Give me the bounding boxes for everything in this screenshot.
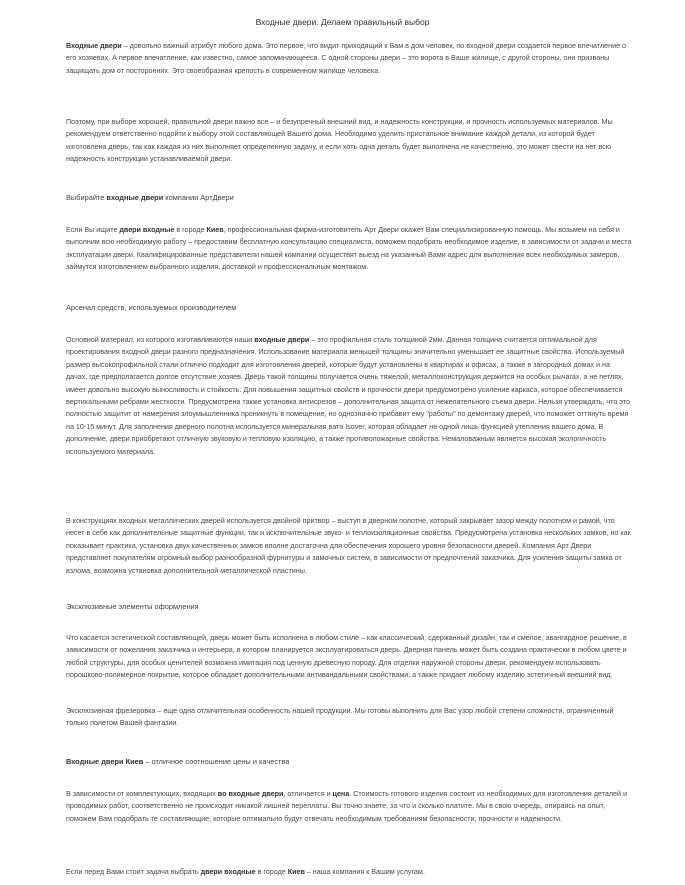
page-title: Входные двери. Делаем правильный выбор <box>255 17 430 27</box>
paragraph: В конструкциях входных металлических дверей используется двойной притвор – выступ в дверном полотне, который закрывает зазор между полотном и рамой, что несет в себе как дополнительные защитные функции, так и исключительные звуко- и теплоизоляционные свойства. Предусмотрена установка нескольких замков, но как показывает практика, установка двух качественных замков вполне достаточна для обеспечения хорошего уровня безопасности дверей. Компания Арт Двери представляет покупателям огромный выбор разнообразной фурнитуры и замочных систем, в зависимости от предпочтений заказчика. Для усиления защиты замка от взлома, возможна установка дополнительной металлической пластины. <box>66 516 631 575</box>
intro-paragraph <box>66 40 632 77</box>
bold-text: входные двери <box>106 193 164 202</box>
paragraph-text: – довольно важный атрибут любого дома. Это первое, что видит приходящий к Вам в дом человек, по входной двери создается первое впечатление о его хозяевах. А первое впечатление, как известно, самое запоминающееся. С одной стороны двери – это ворота в Ваше жилище, с другой стороны, они призваны защищать дом от посторонних. Это своеобразная крепость в современном жилище человека. <box>66 41 627 75</box>
bold-text: входные двери <box>254 335 310 344</box>
paragraph-text: Если перед Вами стоит задача выбрать <box>66 867 201 876</box>
bold-text: Входные двери <box>66 41 122 50</box>
paragraph-text: . Стоимость готового изделия состоит из необходимых для изготовления деталей и проводимых работ, соответственно не происходит никакой лишней переплаты. Вы точно знаете, за что и сколько платите. Мы в свою очередь, опираясь на опыт, поможем Вам подобрать те составляющие, которые оптимально будут отвечать необходимым требованиям безопасности, прочности и надежности. <box>66 789 627 823</box>
paragraph-text: в городе <box>255 867 288 876</box>
paragraph: Что касается эстетической составляющей, дверь может быть исполнена в любом стиле – как классический, сдержанный дизайн, так и смелое, авангардное решение, в зависимости от пожелания заказчика и интерьера, в котором планируется эксплуатироваться дверь. Дверная панель может быть создана практически в любом цвете и любой структуры, для особых ценителей возможна имитация под ценную древесную породу. Для отделки наружной стороны двери, рекомендуем использовать порошково-полимерное покрытие, которое обладает дополнительными антивандальными свойствами, а также придает любому изделию эстетичный внешний вид. <box>66 633 627 680</box>
paragraph <box>66 788 632 825</box>
paragraph-text: Если Вы ищите <box>66 225 120 234</box>
bold-text: цена <box>332 789 350 798</box>
bold-text: во входные двери <box>217 789 284 798</box>
section-heading: Эксклюзивные элементы оформления <box>66 602 199 611</box>
section-heading <box>66 756 632 768</box>
paragraph-text: Основной материал, из которого изготавливаются наши <box>66 335 255 344</box>
paragraph-text: в городе <box>174 225 207 234</box>
paragraph: Эксклюзивная фрезеровка – еще одна отличительная особенность нашей продукции. Мы готовы выполнить для Вас узор любой степени сложности, ограниченный только полетом Вашей фантазии. <box>66 706 614 728</box>
bold-text: Киев <box>206 225 224 234</box>
section-heading <box>66 192 632 204</box>
paragraph-text: – наша компания к Вашим услугам. <box>304 867 425 876</box>
paragraph-text: – это профильная сталь толщиной 2мм. Данная толщина считается оптимальной для проектирования входной двери разного предназначения. Использование материала меньшей толщины значительно уменьшает ее защитные свойства. Используемый размер высокопрофильной стали отлично подходит для изготовления дверей, которые будут установлены в квартирах и офисах, а также в загородных домах и на дачах, где предполагается долгое отсутствие хозяев. Дверь такой толщины получается очень тяжелой, металлоконструкция держится на особых рычагах, а не петлях, имеет довольно высокую выносливость и стойкость. Для повышения защитных свойств и прочности двери предусмотрено усиление каркаса, которое обеспечивается вертикальными ребрами жесткости. Предусмотрена также установка антисрезов – дополнительная защита от нежелательного съема двери. Нельзя утверждать, что это полностью защитит от намерения злоумышленника проникнуть в помещение, но однозначно прибавит ему "работы" по демонтажу дверей, что поможет оттянуть время на 10-15 минут. Для заполнения дверного полотна используется минеральная вата Isover, которая обладает не одной лишь функцией утепления вашего дома. В дополнение, двери приобретают отличную звуковую и тепловую изоляцию, а также противопожарные свойства. Немаловажным является высокая экологичность используемого материала. <box>66 335 630 456</box>
paragraph <box>66 224 632 274</box>
bold-text: Киев <box>287 867 305 876</box>
section-heading: Арсенал средств, используемых производителем <box>66 303 237 312</box>
paragraph-text: , профессиональная фирма-изготовитель Арт Двери окажет Вам специализированную помощь. Мы возьмем на себя и выполним всю необходимую работу – предоставим бесплатную консультацию специалиста, поможем подобрать необходимое изделие, в зависимости от задачи и места эксплуатации двери. Квалифицированные представители нашей компании осуществят выезд на указанный Вами адрес для выполнения всех необходимых замеров, займутся изготовлением выбранного изделия, доставкой и профессиональным монтажом. <box>66 225 632 272</box>
bold-text: двери входные <box>200 867 256 876</box>
closing-paragraph <box>66 866 632 878</box>
heading-text: компании АртДвери <box>163 193 234 202</box>
heading-text: Выбирайте <box>66 193 107 202</box>
paragraph-text: В зависимости от комплектующих, входящих <box>66 789 218 798</box>
heading-text: – отличное соотношение цены и качества <box>143 757 290 766</box>
paragraph <box>66 334 632 458</box>
bold-text: двери входные <box>119 225 175 234</box>
paragraph: Поэтому, при выборе хорошей, правильной двери важно все – и безупречный внешний вид, и надежность конструкции, и прочность используемых материалов. Мы рекомендуем ответственно подойти к выбору этой составляющей Вашего дома. Необходимо уделить пристальное внимание каждой детали, из которой будет изготовлена дверь, так как каждая из них выполняет определенную задачу, и если хоть одна деталь будет выполнена не качественно, это может свести на нет всю надежность конструкции устанавливаемой двери. <box>66 117 613 164</box>
bold-text: Входные двери Киев <box>66 757 144 766</box>
paragraph-text: , отличается и <box>283 789 333 798</box>
